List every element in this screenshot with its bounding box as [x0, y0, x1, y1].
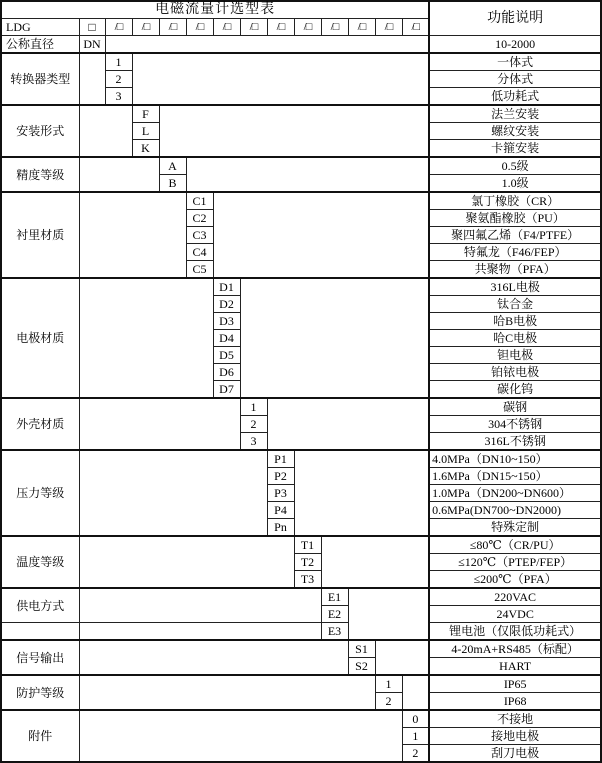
code-slot-5: /□ [213, 19, 240, 36]
code-cell-P1: P1 [267, 450, 294, 468]
empty-region-right [240, 278, 429, 398]
function-cell: 特氟龙（F46/FEP） [429, 244, 601, 261]
empty-region-right [321, 536, 429, 588]
function-cell: 锂电池（仅限低功耗式） [429, 623, 601, 641]
category-label: 精度等级 [1, 157, 79, 192]
category-label: 衬里材质 [1, 192, 79, 278]
category-label: 电极材质 [1, 278, 79, 398]
code-cell-D4: D4 [213, 330, 240, 347]
function-cell: 1.0级 [429, 175, 601, 193]
empty-region-left [79, 588, 321, 623]
function-cell: 聚四氟乙烯（F4/PTFE） [429, 227, 601, 244]
category-label: 安装形式 [1, 105, 79, 157]
empty-region-right [267, 398, 429, 450]
empty-region-left [79, 675, 375, 710]
function-cell: 碳化钨 [429, 381, 601, 399]
empty-region-left [79, 105, 132, 157]
empty-region-right [375, 640, 429, 675]
code-cell-3: 3 [240, 433, 267, 451]
code-slot-11: /□ [375, 19, 402, 36]
empty-region-left [79, 278, 213, 398]
function-cell: 碳钢 [429, 398, 601, 416]
code-cell-P2: P2 [267, 468, 294, 485]
empty-region-right [213, 192, 429, 278]
function-cell: 1.0MPa（DN200~DN600） [429, 485, 601, 502]
empty-region-left [79, 623, 321, 641]
function-column-header: 功能说明 [429, 1, 601, 36]
code-cell-2: 2 [375, 693, 402, 711]
empty-region-left [79, 536, 294, 588]
code-cell-1: 1 [105, 53, 132, 71]
category-label: 转换器类型 [1, 53, 79, 105]
code-cell-2: 2 [240, 416, 267, 433]
function-cell: 法兰安装 [429, 105, 601, 123]
empty-region-left [79, 192, 186, 278]
category-label: 温度等级 [1, 536, 79, 588]
code-slot-8: /□ [294, 19, 321, 36]
function-cell: 哈C电极 [429, 330, 601, 347]
category-label: 防护等级 [1, 675, 79, 710]
code-cell-C4: C4 [186, 244, 213, 261]
empty-region-right [132, 53, 429, 105]
code-slot-10: /□ [348, 19, 375, 36]
category-label: 外壳材质 [1, 398, 79, 450]
code-cell-S1: S1 [348, 640, 375, 658]
function-cell: 316L不锈钢 [429, 433, 601, 451]
function-cell: 不接地 [429, 710, 601, 728]
empty-region-right [294, 450, 429, 536]
code-cell-E2: E2 [321, 606, 348, 623]
function-cell: 哈B电极 [429, 313, 601, 330]
code-cell-0: 0 [402, 710, 429, 728]
function-cell: 0.5级 [429, 157, 601, 175]
category-label: 供电方式 [1, 588, 79, 623]
function-cell: ≤200℃（PFA） [429, 571, 601, 589]
category-label: 信号输出 [1, 640, 79, 675]
function-cell: 低功耗式 [429, 88, 601, 106]
code-cell-P4: P4 [267, 502, 294, 519]
function-cell: 1.6MPa（DN15~150） [429, 468, 601, 485]
function-cell: ≤120℃（PTEP/FEP） [429, 554, 601, 571]
empty-region-left [79, 450, 267, 536]
code-cell-C3: C3 [186, 227, 213, 244]
function-cell: 304不锈钢 [429, 416, 601, 433]
code-slot-9: /□ [321, 19, 348, 36]
empty-region-left [79, 398, 240, 450]
code-cell-D5: D5 [213, 347, 240, 364]
function-cell: 聚氨酯橡胶（PU） [429, 210, 601, 227]
code-slot-2: /□ [132, 19, 159, 36]
code-slot-12: /□ [402, 19, 429, 36]
function-cell: 24VDC [429, 606, 601, 623]
empty-region-right [186, 157, 429, 192]
empty-region-right [402, 675, 429, 710]
empty-region-left [79, 640, 348, 675]
code-cell-E3: E3 [321, 623, 348, 641]
function-cell: 特殊定制 [429, 519, 601, 537]
code-cell-L: L [132, 123, 159, 140]
code-cell-3: 3 [105, 88, 132, 106]
function-cell: 钽电极 [429, 347, 601, 364]
function-cell: 接地电极 [429, 728, 601, 745]
code-slot-4: /□ [186, 19, 213, 36]
code-slot-1: /□ [105, 19, 132, 36]
code-cell-dn: DN [79, 36, 105, 54]
function-cell: 铂铱电极 [429, 364, 601, 381]
function-cell: 0.6MPa(DN700~DN2000) [429, 502, 601, 519]
code-slot-3: /□ [159, 19, 186, 36]
code-cell-D6: D6 [213, 364, 240, 381]
code-box-icon: □ [79, 19, 105, 36]
empty-region-left [79, 53, 105, 105]
function-cell: 一体式 [429, 53, 601, 71]
category-label-diameter: 公称直径 [1, 36, 79, 54]
code-cell-1: 1 [375, 675, 402, 693]
code-cell-E1: E1 [321, 588, 348, 606]
category-label: 附件 [1, 710, 79, 762]
function-cell: ≤80℃（CR/PU） [429, 536, 601, 554]
code-cell-K: K [132, 140, 159, 158]
function-cell: 卡箍安装 [429, 140, 601, 158]
function-cell: IP68 [429, 693, 601, 711]
function-cell: IP65 [429, 675, 601, 693]
function-cell: 4.0MPa（DN10~150） [429, 450, 601, 468]
code-cell-B: B [159, 175, 186, 193]
code-cell-T3: T3 [294, 571, 321, 589]
function-cell: HART [429, 658, 601, 676]
function-cell: 10-2000 [429, 36, 601, 54]
empty-region-right [159, 105, 429, 157]
empty-region-left [79, 710, 402, 762]
function-cell: 220VAC [429, 588, 601, 606]
code-cell-2: 2 [105, 71, 132, 88]
code-cell-C5: C5 [186, 261, 213, 279]
function-cell: 氯丁橡胶（CR） [429, 192, 601, 210]
code-cell-Pn: Pn [267, 519, 294, 537]
code-cell-A: A [159, 157, 186, 175]
function-cell: 螺纹安装 [429, 123, 601, 140]
category-label-empty [1, 623, 79, 641]
code-cell-D1: D1 [213, 278, 240, 296]
code-cell-D2: D2 [213, 296, 240, 313]
function-cell: 钛合金 [429, 296, 601, 313]
function-cell: 316L电极 [429, 278, 601, 296]
code-cell-C1: C1 [186, 192, 213, 210]
empty-region-right [348, 588, 429, 640]
code-cell-2: 2 [402, 745, 429, 763]
code-cell-1: 1 [240, 398, 267, 416]
code-cell-1: 1 [402, 728, 429, 745]
function-cell: 刮刀电极 [429, 745, 601, 763]
code-cell-T1: T1 [294, 536, 321, 554]
function-cell: 分体式 [429, 71, 601, 88]
empty-region-left [79, 157, 159, 192]
code-cell-D3: D3 [213, 313, 240, 330]
code-cell-T2: T2 [294, 554, 321, 571]
code-cell-D7: D7 [213, 381, 240, 399]
code-cell-C2: C2 [186, 210, 213, 227]
empty-region [105, 36, 429, 54]
code-cell-F: F [132, 105, 159, 123]
table-title: 电磁流量计选型表 [1, 1, 429, 19]
function-cell: 共聚物（PFA） [429, 261, 601, 279]
code-cell-S2: S2 [348, 658, 375, 676]
code-slot-7: /□ [267, 19, 294, 36]
function-cell: 4-20mA+RS485（标配） [429, 640, 601, 658]
code-cell-P3: P3 [267, 485, 294, 502]
category-label: 压力等级 [1, 450, 79, 536]
model-prefix: LDG [1, 19, 79, 36]
code-slot-6: /□ [240, 19, 267, 36]
